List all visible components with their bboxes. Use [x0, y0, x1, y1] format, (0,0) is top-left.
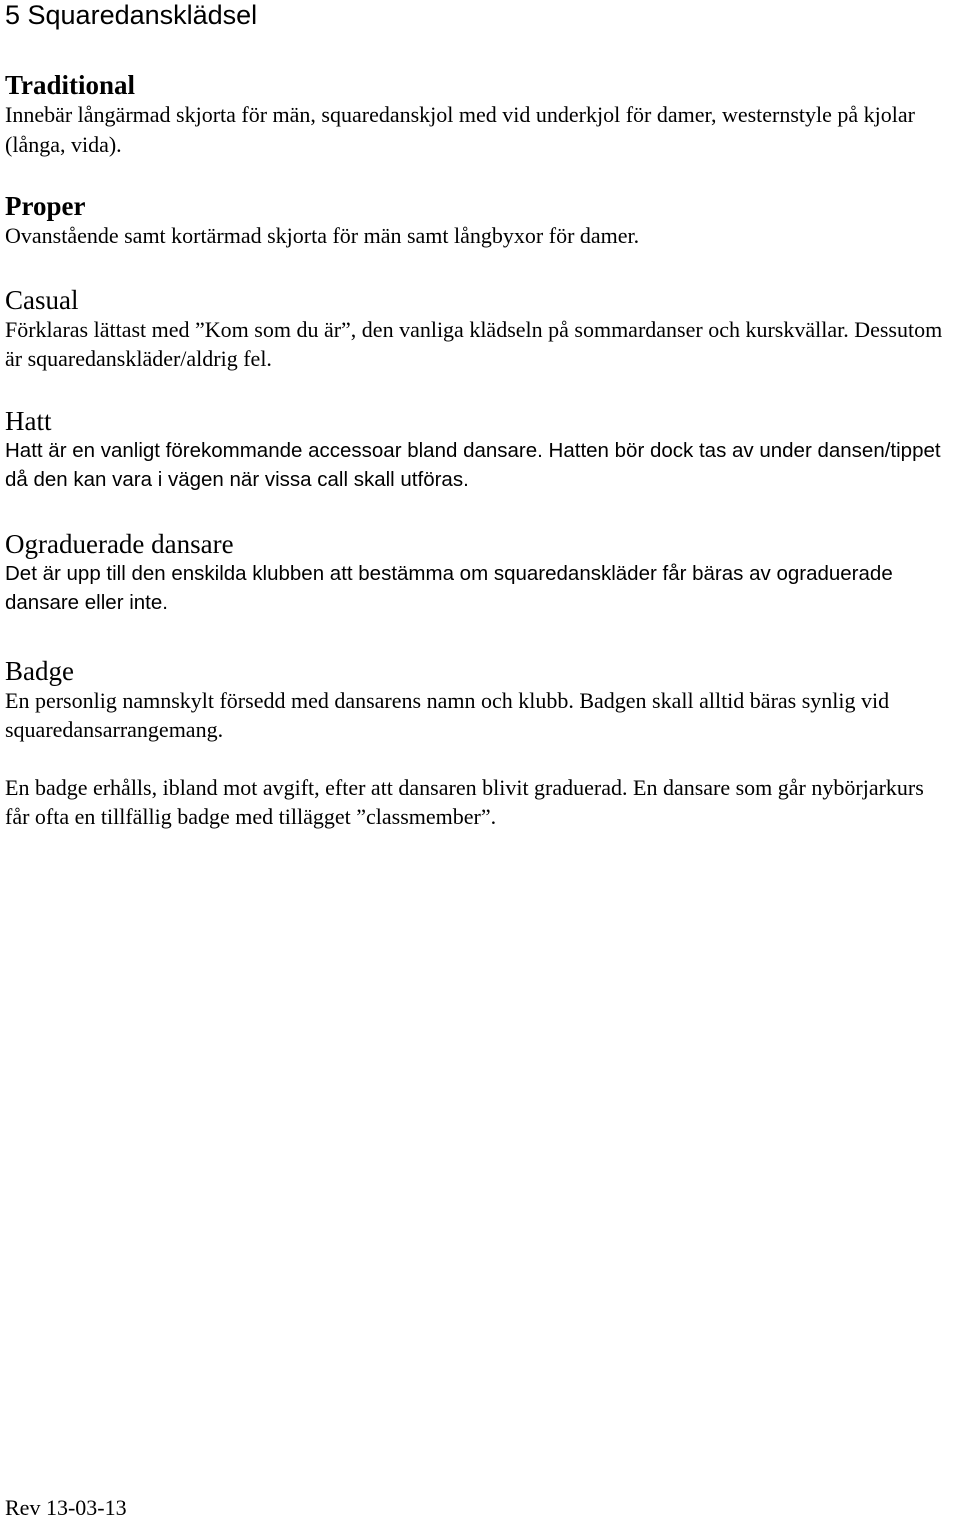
revision-footer: Rev 13-03-13 — [5, 1495, 127, 1520]
document-page — [5, 0, 950, 832]
section-body-badge: En personlig namnskylt försedd med dansarens namn och klubb. Badgen skall alltid bäras synlig vid squaredansarrangemang. — [5, 687, 890, 742]
section-heading-proper: Proper — [5, 191, 86, 221]
section-casual — [5, 285, 950, 374]
section-heading-ograduerade: Ograduerade dansare — [5, 528, 234, 559]
section-ograduerade — [5, 529, 950, 618]
section-body-ograduerade: Det är upp till den enskilda klubben att bestämma om squaredanskläder får bäras av ograduerade dansare eller inte. — [5, 561, 893, 614]
page-title: 5 Squaredansklädsel — [5, 0, 258, 30]
section-body-hatt: Hatt är en vanligt förekommande accessoar bland dansare. Hatten bör dock tas av under dansen/tippet då den kan vara i vägen när vissa call skall utföras. — [5, 438, 941, 491]
section-heading-badge: Badge — [5, 655, 74, 686]
section-heading-hatt: Hatt — [5, 405, 52, 436]
section-heading-traditional: Traditional — [5, 70, 136, 100]
section-body-casual-text: Förklaras lättast med ”Kom som du är”, den vanliga klädseln på sommardanser och kurskvällar. Dessutom är squaredanskläder/aldrig fel. — [5, 316, 943, 371]
section-hatt — [5, 406, 950, 495]
section-body-badge-extra: En badge erhålls, ibland mot avgift, efter att dansaren blivit graduerad. En dansare som går nybörjarkurs får ofta en tillfällig badge med tillägget ”classmember”. — [5, 774, 924, 829]
section-badge — [5, 656, 950, 832]
section-heading-casual: Casual — [5, 284, 79, 315]
section-proper — [5, 191, 950, 251]
section-body-traditional: Innebär långärmad skjorta för män, squaredanskjol med vid underkjol för damer, westernstyle på kjolar (långa, vida). — [5, 102, 915, 157]
section-body-casual — [5, 315, 950, 374]
section-traditional — [5, 70, 950, 159]
section-body-proper: Ovanstående samt kortärmad skjorta för män samt långbyxor för damer. — [5, 223, 640, 248]
